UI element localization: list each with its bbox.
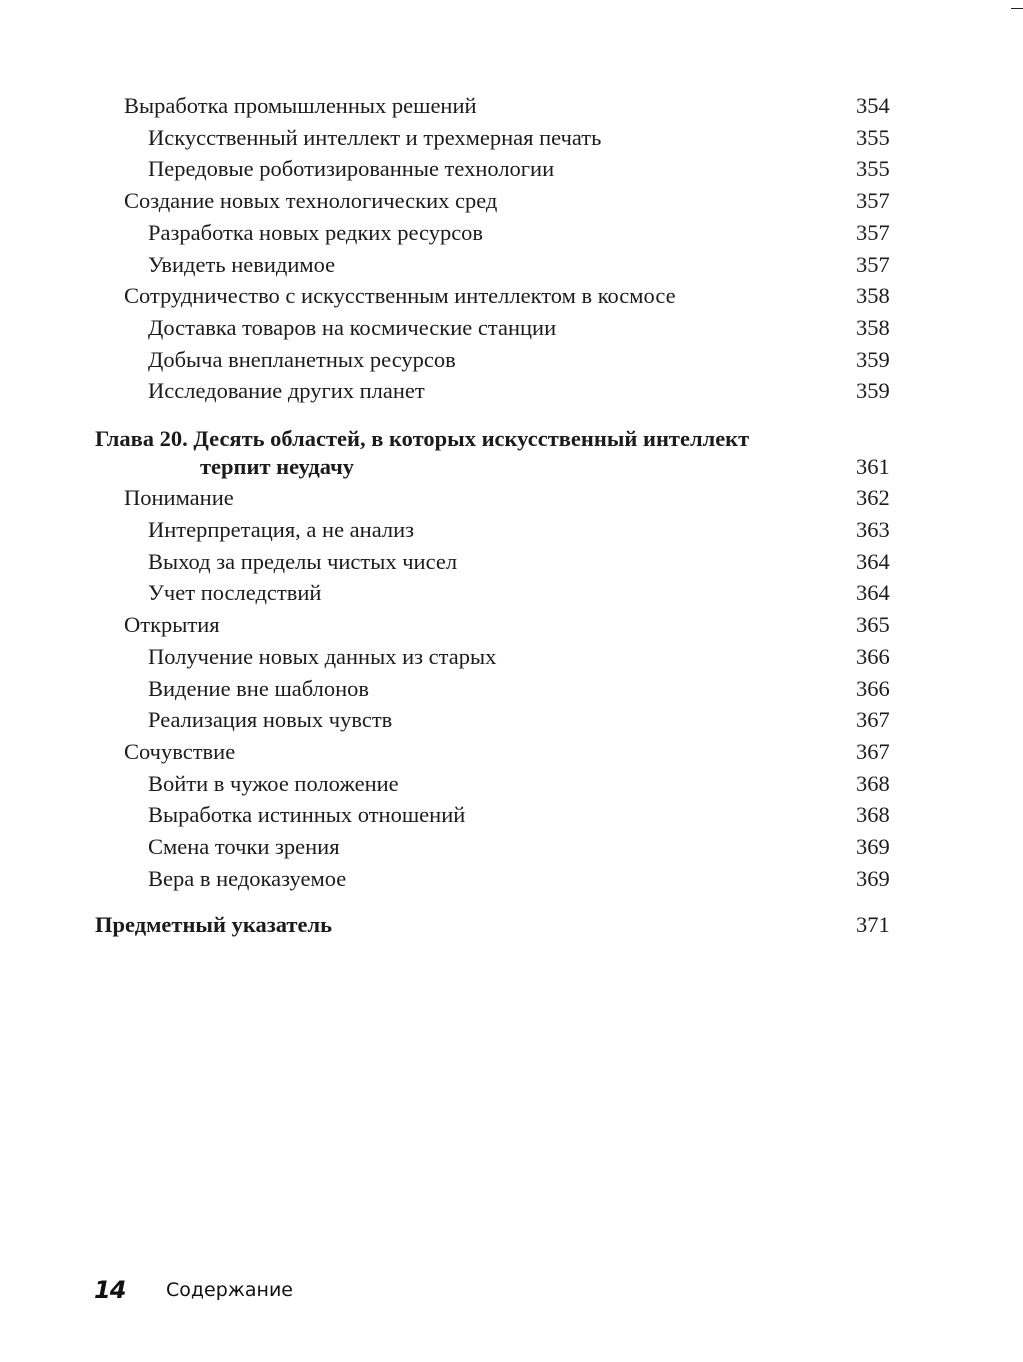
toc-entry-page: 357 (856, 252, 890, 277)
toc-chapter-title: Глава 20. Десять областей, в которых искусственный интеллект (95, 426, 750, 451)
toc-entry-title: Смена точки зрения (148, 834, 340, 859)
toc-entry-title: Понимание (124, 485, 234, 510)
page-number: 14 (94, 1276, 126, 1304)
toc-entry-title: Получение новых данных из старых (148, 644, 497, 669)
toc-entry-title: Разработка новых редких ресурсов (148, 220, 484, 245)
toc-entry-title: Добыча внепланетных ресурсов (148, 347, 456, 372)
running-footer-title: Содержание (166, 1279, 293, 1301)
toc-entry-page: 366 (856, 644, 890, 669)
toc-entry-page: 364 (856, 549, 890, 574)
toc-entry-title: Искусственный интеллект и трехмерная печать (148, 125, 602, 150)
toc-entry-page: 369 (856, 866, 890, 891)
toc-entry-page: 367 (856, 707, 890, 732)
toc-entry-page: 357 (856, 220, 890, 245)
toc-entry-page: 355 (856, 156, 890, 181)
toc-entry-page: 354 (856, 93, 890, 118)
toc-entry-page: 358 (856, 283, 890, 308)
toc-entry-page: 371 (856, 912, 890, 937)
toc-entry-page: 358 (856, 315, 890, 340)
toc-entry-page: 367 (856, 739, 890, 764)
toc-entry-title: Учет последствий (148, 580, 322, 605)
toc-entry-title: Выработка промышленных решений (124, 93, 477, 118)
toc-entry-title: Увидеть невидимое (148, 252, 336, 277)
toc-entry-title: Сотрудничество с искусственным интеллектом в космосе (124, 283, 676, 308)
toc-entry-title: Сочувствие (124, 739, 236, 764)
toc-entry-title: Вера в недоказуемое (148, 866, 347, 891)
toc-entry-title: Выход за пределы чистых чисел (148, 549, 458, 574)
toc-entry-page: 359 (856, 347, 890, 372)
toc-entry-title: Войти в чужое положение (148, 771, 399, 796)
toc-entry-page: 357 (856, 188, 890, 213)
toc-entry-page: 366 (856, 676, 890, 701)
toc-entry-title: Передовые роботизированные технологии (148, 156, 555, 181)
toc-index-title: Предметный указатель (95, 912, 332, 937)
toc-entry-page: 369 (856, 834, 890, 859)
toc-entry-title: Выработка истинных отношений (148, 802, 466, 827)
toc-entry-title: Доставка товаров на космические станции (148, 315, 557, 340)
toc-entry-title: Реализация новых чувств (148, 707, 393, 732)
toc-entry-page: 359 (856, 378, 890, 403)
toc-entry-title: Открытия (124, 612, 220, 637)
toc-entry-page: 364 (856, 580, 890, 605)
toc-entry-page: 368 (856, 771, 890, 796)
toc-entry-title: Создание новых технологических сред (124, 188, 498, 213)
toc-entry-title: Интерпретация, а не анализ (148, 517, 415, 542)
toc-entry-page: 355 (856, 125, 890, 150)
toc-entry-page: 368 (856, 802, 890, 827)
toc-entry-page: 362 (856, 485, 890, 510)
toc-entry-page: 363 (856, 517, 890, 542)
toc-entry-page: 365 (856, 612, 890, 637)
toc-entry-title: Исследование других планет (148, 378, 425, 403)
toc-entry-title: Видение вне шаблонов (148, 676, 370, 701)
toc-chapter-title-cont: терпит неудачу (200, 454, 355, 479)
toc-entry-page: 361 (856, 454, 890, 479)
